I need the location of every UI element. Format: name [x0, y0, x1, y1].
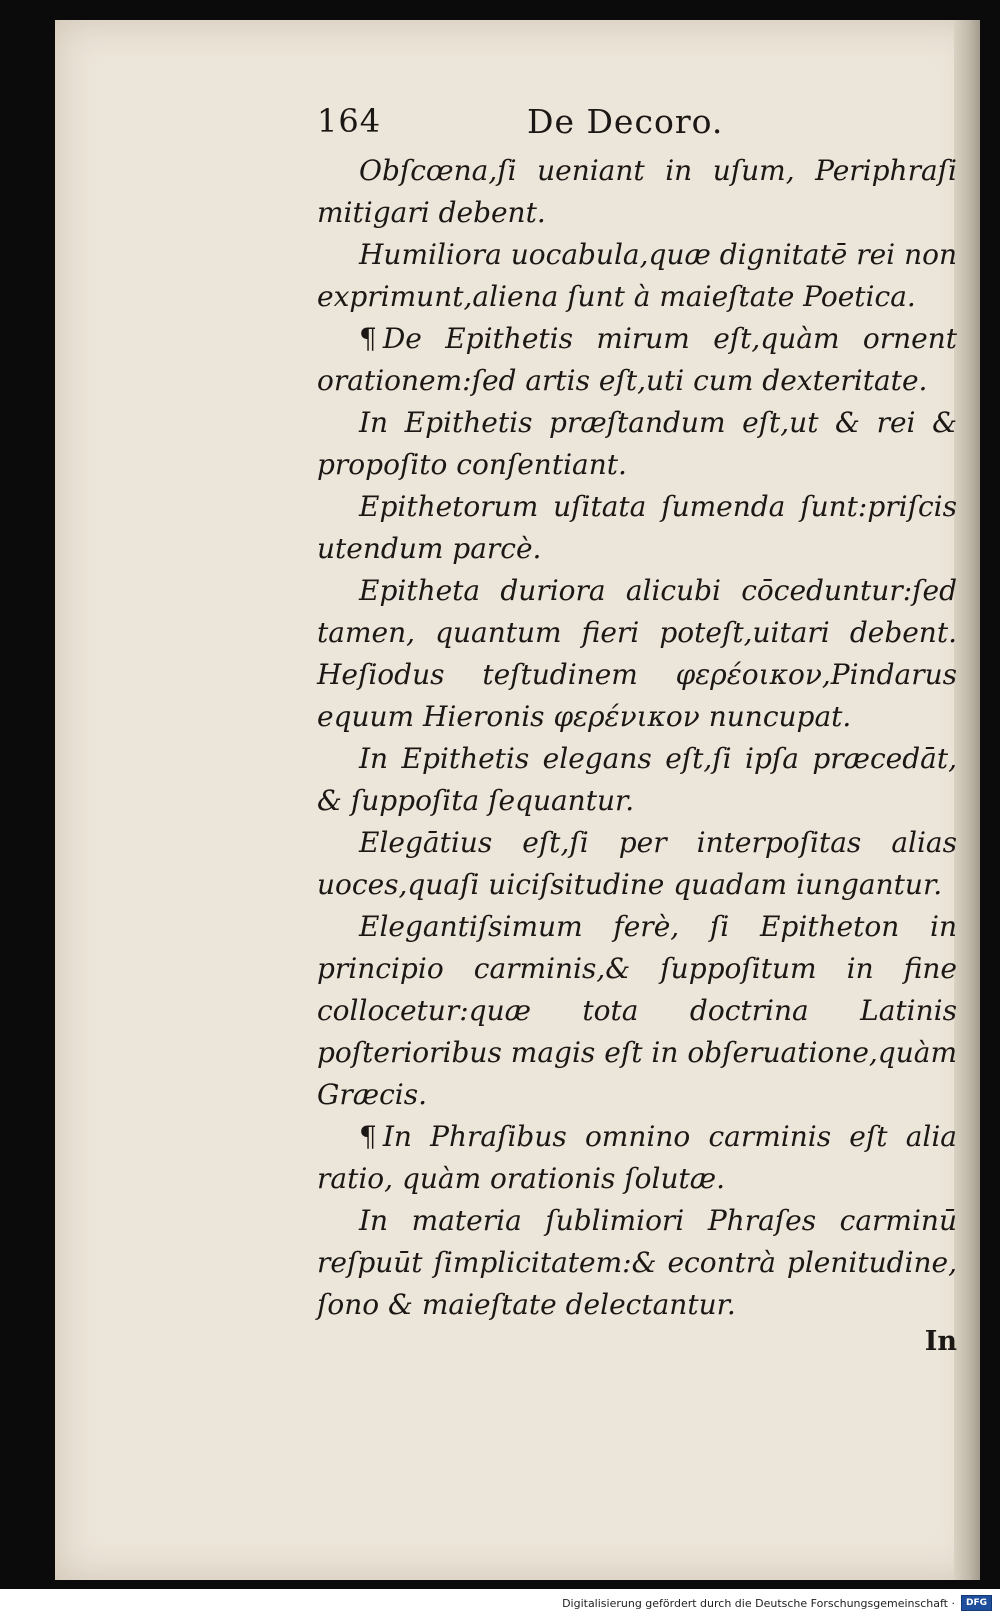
catchword-line — [317, 1326, 957, 1374]
paragraph — [317, 234, 957, 318]
text-block — [317, 102, 957, 1374]
paragraph — [317, 906, 957, 1116]
paragraph — [317, 570, 957, 738]
page-edge — [954, 20, 980, 1580]
paragraph-text: Obſcœna,ſi ueniant in uſum, Periphraſi mitigari debent. — [317, 154, 957, 229]
body-text — [317, 150, 957, 1326]
paragraph — [317, 1200, 957, 1326]
paragraph — [317, 402, 957, 486]
paragraph-text: Humiliora uocabula,quæ dignitatē rei non exprimunt,aliena ſunt à maieſtate Poetica. — [317, 238, 957, 313]
paragraph-text: De Epithetis mirum eſt,quàm ornent orationem:ſed artis eſt,uti cum dexteritate. — [317, 322, 957, 397]
pilcrow-icon: ¶ — [359, 322, 377, 355]
paragraph-text: Epithetorum uſitata ſumenda ſunt:priſcis utendum parcè. — [317, 490, 957, 565]
dfg-logo: DFG — [961, 1595, 992, 1611]
paragraph-text: Elegantiſsimum ferè, ſi Epitheton in principio carminis,& ſuppoſitum in fine collocetur:quæ tota doctrina Latinis poſterioribus magis eſt in obſeruatione,quàm Græcis. — [317, 910, 957, 1111]
paragraph-text: In Phraſibus omnino carminis eſt alia ratio, quàm orationis ſolutæ. — [317, 1120, 957, 1195]
paragraph — [317, 738, 957, 822]
paragraph-text: In materia ſublimiori Phraſes carminū reſpuūt ſimplicitatem:& econtrà plenitudine, ſono & maieſtate delectantur. — [317, 1204, 957, 1321]
book-page — [55, 20, 980, 1580]
page-number: 164 — [317, 102, 382, 140]
catchword: In — [924, 1326, 957, 1357]
paragraph — [317, 1116, 957, 1200]
paragraph-text: Epitheta duriora alicubi cōceduntur:ſed tamen, quantum fieri poteſt,uitari debent. Heſiodus teſtudinem φερέοικον,Pindarus equum Hieronis φερένικον nuncupat. — [317, 574, 957, 733]
pilcrow-icon: ¶ — [359, 1120, 377, 1153]
credit-text: Digitalisierung gefördert durch die Deutsche Forschungsgemeinschaft · — [562, 1596, 955, 1610]
paragraph-text: In Epithetis elegans eſt,ſi ipſa præcedāt, & ſuppoſita ſequantur. — [317, 742, 957, 817]
paragraph-text: Elegātius eſt,ſi per interpoſitas alias uoces,quaſi uiciſsitudine quadam iungantur. — [317, 826, 957, 901]
paragraph — [317, 486, 957, 570]
paragraph — [317, 150, 957, 234]
paragraph — [317, 318, 957, 402]
paragraph-text: In Epithetis præſtandum eſt,ut & rei & propoſito conſentiant. — [317, 406, 957, 481]
running-head: De Decoro. — [527, 102, 724, 141]
paragraph — [317, 822, 957, 906]
page-header — [317, 102, 957, 150]
digitization-credit-bar — [0, 1589, 1000, 1617]
